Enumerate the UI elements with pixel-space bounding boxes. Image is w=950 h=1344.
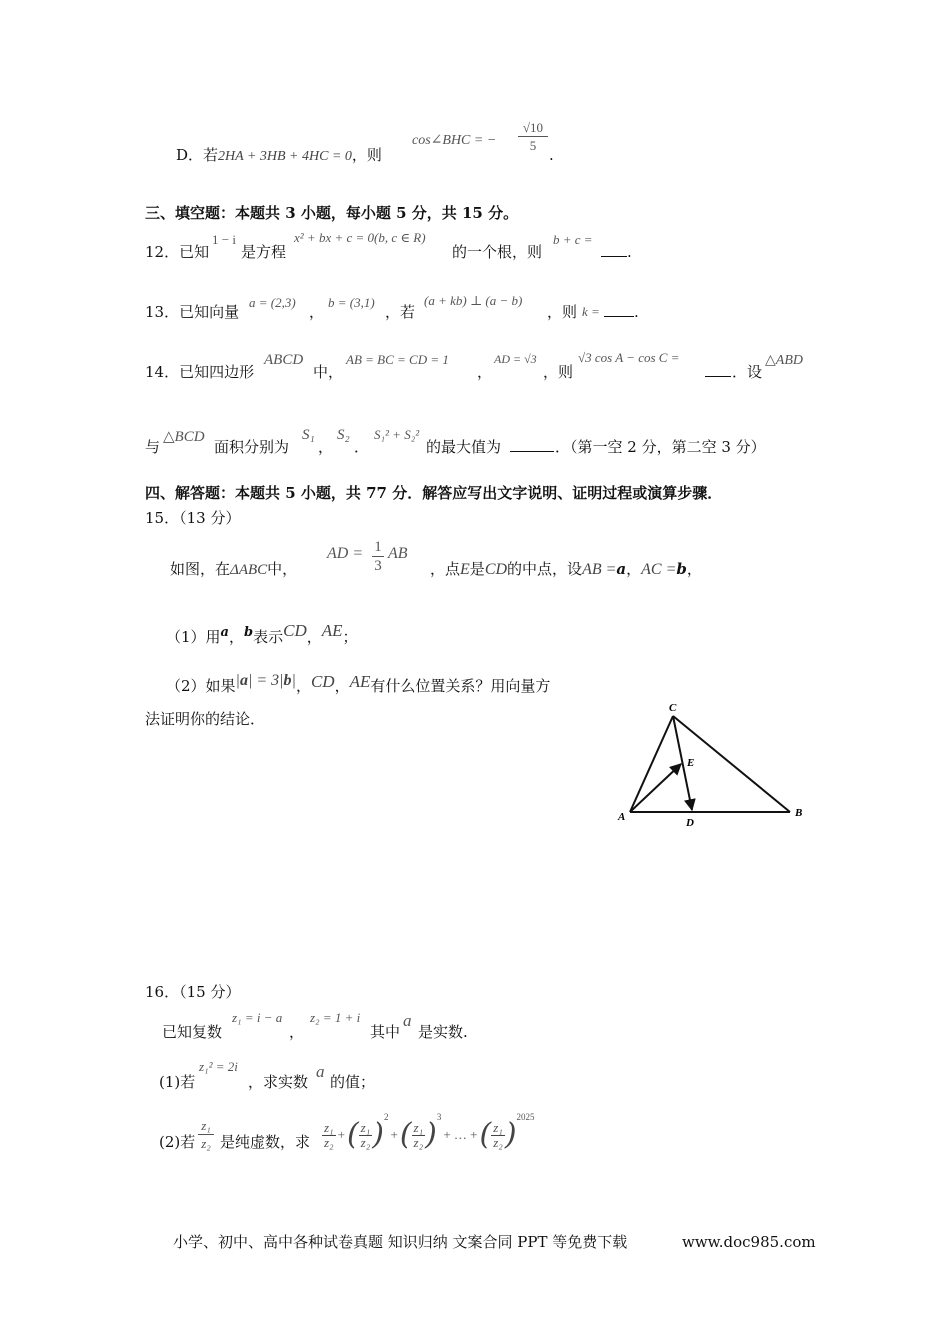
exponent-2025: 2025 xyxy=(516,1112,535,1122)
q15-part-2-cont: 法证明你的结论． xyxy=(145,710,266,728)
q16-line-1 xyxy=(162,1022,222,1042)
q14-text-3: ．设 xyxy=(732,363,763,381)
q15-frac-num: 1 xyxy=(372,538,384,557)
denominator-5: 5 xyxy=(529,138,537,153)
option-d-end: . xyxy=(549,146,554,164)
label-a: A xyxy=(618,811,626,823)
q14-text-1: 中， xyxy=(313,363,344,381)
option-d-then: ，则 xyxy=(351,146,382,164)
q12-equation: x² + bx + c = 0(b, c ∈ R) xyxy=(294,230,426,245)
question-14 xyxy=(145,362,254,382)
q14-s2: S₂ xyxy=(337,427,350,443)
option-d-fraction xyxy=(518,119,548,154)
option-d-cos-expression xyxy=(412,132,496,149)
q12-text-2: 的一个根，则 xyxy=(452,243,543,261)
q15-text-a: 如图，在 xyxy=(170,560,231,578)
section-4-title: 四、解答题：本题共 5 小题，共 77 分．解答应写出文字说明、证明过程或演算步骤． xyxy=(145,484,723,502)
q16-p1-equation: z₁² = 2i xyxy=(199,1059,238,1074)
q15-p1-text-d: ； xyxy=(342,628,358,646)
q14-eq2: AD = √3 xyxy=(494,352,537,366)
q16-z1: z₁ = i − a xyxy=(232,1010,283,1025)
q14-sep: ， xyxy=(477,363,493,381)
q16-p1-text-b: ，求实数 xyxy=(248,1073,309,1091)
q16-z2: z₂ = 1 + i xyxy=(310,1010,361,1025)
q13-text-2: ，则 xyxy=(547,303,578,321)
q14-text-5: ． xyxy=(354,438,370,456)
q16-a: a xyxy=(403,1011,412,1030)
q14-text-4: 面积分别为 xyxy=(214,438,290,456)
section-3-title: 三、填空题：本题共 3 小题，每小题 5 分，共 15 分。 xyxy=(145,204,519,222)
series-term-3: $\frac{\text{z₁}}{\text{z₂}}$ xyxy=(413,1119,424,1150)
q16-p1-text-c: 的值； xyxy=(330,1073,376,1091)
q15-line-1-cont xyxy=(430,559,702,580)
series-term-last: $\frac{\text{z₁}}{\text{z₂}}$ xyxy=(493,1119,503,1150)
q14-expression: √3 cos A − cos C = xyxy=(578,350,680,365)
q14-text-2: ，则 xyxy=(543,363,574,381)
q16-frac-den: z₂ xyxy=(201,1136,211,1151)
q15-p2-cd: CD xyxy=(310,672,335,691)
q16-part-2 xyxy=(159,1132,195,1152)
q14-s1: S₁ xyxy=(302,427,315,443)
q15-p2-text-c: ， xyxy=(334,677,350,695)
q15-p1-text-c: ， xyxy=(306,628,322,646)
option-d xyxy=(176,145,382,167)
q15-header: 15．（13 分） xyxy=(145,509,241,527)
q12-answer-blank xyxy=(601,242,632,262)
q15-p1-comma: ， xyxy=(228,628,244,646)
q15-p2-text-a: （2）如果 xyxy=(166,677,236,695)
q15-p2-ae: AE xyxy=(349,672,371,691)
q15-frac-den: 3 xyxy=(374,558,382,574)
q15-p1-vector-b: b xyxy=(244,625,254,640)
q15-p2-bar-m: | = 3| xyxy=(247,672,284,689)
q15-part-1 xyxy=(166,621,358,647)
q15-segment-cd: CD xyxy=(484,561,508,578)
q14-line2-prefix: 与 xyxy=(145,438,161,456)
q15-vector-b: b xyxy=(676,560,687,578)
q15-p2-text-b: ， xyxy=(295,677,311,695)
q13-text-1: ，若 xyxy=(385,303,416,321)
q14-quad: ABCD xyxy=(264,352,304,368)
q16-text-b: 其中 xyxy=(370,1023,401,1041)
q12-text-1: 是方程 xyxy=(241,243,287,261)
q15-p2-bar-l: | xyxy=(235,672,240,689)
q14-triangle-bcd: △BCD xyxy=(163,429,205,445)
q16-p2-text-a: (2)若 xyxy=(159,1133,196,1151)
q15-ab-eq: AB = xyxy=(582,561,617,578)
q15-p2-condition xyxy=(236,672,296,689)
series-term-1: $\frac{\text{z₁}}{\text{z₂}}$ xyxy=(324,1119,334,1150)
q14-text-7: ．（第一空 2 分，第二空 3 分） xyxy=(555,438,766,456)
q15-p2-vector-a: a xyxy=(239,672,248,689)
q15-part-2 xyxy=(166,671,550,696)
q15-point-e: E xyxy=(460,561,470,578)
q16-p1-var: a xyxy=(316,1062,325,1081)
q15-p2-bar-r: | xyxy=(291,672,296,689)
q13-answer-blank xyxy=(604,302,639,322)
q15-ad: AD = xyxy=(327,545,364,562)
q16-text-c: 是实数. xyxy=(418,1023,468,1041)
q15-p2-vector-b: b xyxy=(283,672,292,689)
q16-text-a: 已知复数 xyxy=(162,1023,223,1041)
q15-p1-text-b: 表示 xyxy=(253,628,284,646)
plus-1: + xyxy=(337,1127,345,1142)
series-term-2: $\frac{\text{z₁}}{\text{z₂}}$ xyxy=(360,1119,371,1150)
q15-ab: AB xyxy=(388,545,408,562)
q15-text-g: ， xyxy=(686,560,702,578)
q14-eq1: AB = BC = CD = 1 xyxy=(346,352,449,367)
q13-end: . xyxy=(634,303,639,321)
q16-p1-text-a: (1)若 xyxy=(159,1073,196,1091)
q15-p1-vector-a: a xyxy=(220,625,229,640)
q13-k: k = xyxy=(582,304,600,319)
q15-text-d: 是 xyxy=(469,560,485,578)
triangle-figure xyxy=(614,700,814,835)
q15-triangle: ΔABC xyxy=(230,562,268,578)
q15-text-f: ， xyxy=(626,560,642,578)
q14-answer-blank-2 xyxy=(510,437,554,457)
q14-label: 14．已知四边形 xyxy=(145,363,255,381)
q14-sep-2: ， xyxy=(318,438,334,456)
q16-series: $\frac{\text{z₁}}{\text{z₂}}$ + ( $\frac{\text{z₁}}{\text{z₂}}$ ) 2 + ( $\frac{\text{z₁}}{\text{z₂}}$ ) 3 + … + ( $\frac{\text{z₁}}{\text{z₂}}$ ) 2025 xyxy=(324,1112,535,1152)
q12-label: 12．已知 xyxy=(145,243,210,261)
q16-header: 16．（15 分） xyxy=(145,983,241,1001)
q12-expression: b + c = xyxy=(553,232,593,247)
option-d-label: D．若 xyxy=(176,146,219,164)
q15-ac-eq: AC = xyxy=(641,561,677,578)
q12-end: . xyxy=(627,243,632,261)
q16-p2-fraction xyxy=(198,1117,214,1152)
label-b: B xyxy=(795,807,803,819)
q14-sum-squares: S₁² + S₂² xyxy=(374,427,420,442)
q15-p1-cd: CD xyxy=(283,621,307,640)
option-d-vector-equation: 2HA + 3HB + 4HC = 0 xyxy=(218,149,352,164)
question-13 xyxy=(145,302,239,322)
q16-p2-text-b: 是纯虚数，求 xyxy=(220,1133,311,1151)
q13-vector-b: b = (3,1) xyxy=(328,295,375,310)
plus-2: + xyxy=(390,1127,398,1142)
vector-ae xyxy=(630,764,681,812)
question-12 xyxy=(145,242,209,262)
q13-condition: (a + kb) ⊥ (a − b) xyxy=(424,293,523,308)
sqrt-10: √10 xyxy=(518,119,548,137)
q15-text-b: 中， xyxy=(267,560,298,578)
label-c: C xyxy=(669,702,677,714)
q13-sep: ， xyxy=(309,303,325,321)
q14-text-6: 的最大值为 xyxy=(426,438,502,456)
q15-line-1 xyxy=(170,559,297,580)
q13-label: 13．已知向量 xyxy=(145,303,240,321)
q15-vector-a: a xyxy=(616,560,627,578)
ellipsis-plus: + … + xyxy=(443,1127,478,1142)
label-d: D xyxy=(686,817,694,829)
footer-text: 小学、初中、高中各种试卷真题 知识归纳 文案合同 PPT 等免费下载 xyxy=(173,1233,628,1251)
q15-p1-text-a: （1）用 xyxy=(166,628,221,646)
q15-p2-text-d: 有什么位置关系？用向量方 xyxy=(370,677,551,695)
q15-text-c: ，点 xyxy=(430,560,461,578)
q13-vector-a: a = (2,3) xyxy=(249,295,296,310)
q16-sep: ， xyxy=(289,1023,305,1041)
side-ac xyxy=(630,716,673,812)
q15-text-e: 的中点，设 xyxy=(507,560,583,578)
exponent-3: 3 xyxy=(436,1112,442,1122)
q12-root: 1 − i xyxy=(212,232,236,247)
cos-bhc: cos∠BHC = − xyxy=(412,133,497,148)
q14-answer-blank-1 xyxy=(705,362,731,382)
q14-triangle-abd: △ABD xyxy=(765,353,803,368)
q16-part-1 xyxy=(159,1072,195,1092)
footer-url[interactable]: www.doc985.com xyxy=(682,1233,816,1251)
label-e: E xyxy=(687,757,695,769)
q15-fraction xyxy=(372,538,384,575)
exponent-2: 2 xyxy=(383,1112,389,1122)
q15-p1-ae: AE xyxy=(321,621,343,640)
q16-frac-num: z₁ xyxy=(198,1117,214,1135)
